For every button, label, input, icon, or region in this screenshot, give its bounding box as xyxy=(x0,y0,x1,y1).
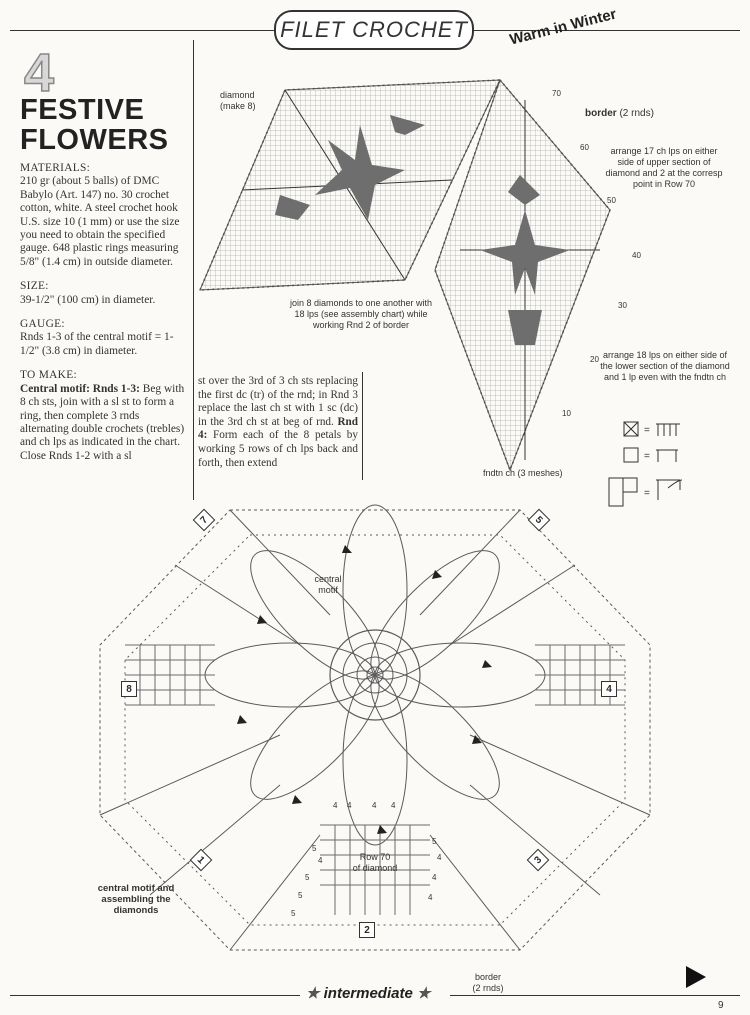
to-make-text: Beg with 8 ch sts, join with a sl st to form a ring, then complete 3 rnds alternating double crochets (trebles) and ch lps as indicated in the chart. Close Rnds 1-2 with a sl xyxy=(20,382,185,462)
cont-lead: Rnd 4: xyxy=(198,415,358,442)
stitch-count: 4 xyxy=(432,873,437,882)
gauge-heading: GAUGE: xyxy=(20,318,65,331)
assembly-caption-3: diamonds xyxy=(113,905,159,916)
row-30: 30 xyxy=(618,301,627,310)
stitch-count: 5 xyxy=(291,909,296,918)
border-label xyxy=(585,108,654,119)
note-upper: arrange 17 ch lps on either side of upper section of diamond and 2 at the corresp point in Row 70 xyxy=(605,146,723,189)
border-rnds-label-1: border xyxy=(474,972,501,982)
to-make-lead: Central motif: Rnds 1-3: xyxy=(20,382,140,395)
fndtn-label: fndtn ch (3 meshes) xyxy=(483,468,563,478)
pattern-title xyxy=(20,95,169,155)
diamond-label-2: (make 8) xyxy=(220,101,256,111)
size-heading: SIZE: xyxy=(20,280,49,293)
row-10: 10 xyxy=(562,409,571,418)
pattern-number: 4 xyxy=(24,43,55,103)
row70-label-2: of diamond xyxy=(352,863,398,873)
diamond-number-2: 2 xyxy=(359,922,375,938)
note-lower: arrange 18 lps on either side of the lower section of the diamond and 1 lp even with the fndtn ch xyxy=(600,350,730,382)
cont-text-a: st over the 3rd of 3 ch sts replacing the first dc (tr) of the rnd; in Rnd 3 replace the last ch st with 1 sc (dc) in the 3rd ch st at beg of rnd. xyxy=(198,375,358,428)
page-number: 9 xyxy=(718,1000,724,1011)
subtitle: Warm in Winter xyxy=(508,5,619,49)
border-label-bold: border xyxy=(585,108,617,119)
diamond-label xyxy=(220,90,256,112)
materials-heading: MATERIALS: xyxy=(20,162,91,174)
svg-text:=: = xyxy=(644,488,650,499)
diamond-number-7: 7 xyxy=(193,509,216,532)
note-join: join 8 diamonds to one another with 18 lps (see assembly chart) while working Rnd 2 of border xyxy=(289,298,433,330)
section-header: FILET CROCHET xyxy=(274,10,474,50)
stitch-count: 5 xyxy=(298,891,303,900)
to-make-heading: TO MAKE: xyxy=(20,369,77,382)
star-icon: ★ xyxy=(417,985,431,1002)
title-line-2: FLOWERS xyxy=(20,124,169,156)
instructions-column xyxy=(20,162,190,474)
title-line-1: FESTIVE xyxy=(20,94,145,126)
diamond-number-5: 5 xyxy=(528,509,551,532)
row-60: 60 xyxy=(580,143,589,152)
diamond-number-4: 4 xyxy=(601,681,617,697)
size-text: 39-1/2" (100 cm) in diameter. xyxy=(20,293,156,306)
row70-label xyxy=(348,852,402,874)
footer-rule-left xyxy=(10,995,300,996)
next-page-arrow-icon[interactable] xyxy=(686,966,706,988)
cont-text-b: Form each of the 8 petals by working 5 rows of ch lps back and forth, then extend xyxy=(198,429,358,469)
star-icon: ★ xyxy=(306,985,320,1002)
open-mesh-icon xyxy=(624,448,638,462)
row70-label-1: Row 70 xyxy=(359,852,391,862)
assembly-caption-2: assembling the xyxy=(101,894,171,905)
petals xyxy=(205,505,545,845)
stitch-count: 4 xyxy=(347,801,352,810)
stitch-count: 4 xyxy=(333,801,338,810)
stitch-count: 4 xyxy=(372,801,377,810)
difficulty-badge xyxy=(306,984,430,1002)
stitch-count: 5 xyxy=(432,837,437,846)
border-label-rest: (2 rnds) xyxy=(616,108,654,119)
border-rnds-label xyxy=(465,972,511,994)
assembly-caption-1: central motif and xyxy=(97,883,175,894)
stitch-count: 4 xyxy=(437,853,442,862)
diamond-number-1: 1 xyxy=(190,849,213,872)
central-motif-label-2: motif xyxy=(318,585,338,595)
row-20: 20 xyxy=(590,355,599,364)
footer-rule-right xyxy=(450,995,740,996)
border-rnds-label-2: (2 rnds) xyxy=(472,983,504,993)
row-70: 70 xyxy=(552,89,561,98)
svg-text:=: = xyxy=(644,425,650,436)
stitch-count: 5 xyxy=(305,873,310,882)
stitch-count: 4 xyxy=(391,801,396,810)
difficulty-label: intermediate xyxy=(323,985,413,1002)
assembly-caption xyxy=(88,883,184,916)
central-motif-label-1: central xyxy=(314,574,342,584)
row-50: 50 xyxy=(607,196,616,205)
stitch-count: 4 xyxy=(318,856,323,865)
materials-text: 210 gr (about 5 balls) of DMC Babylo (Art. 147) no. 30 crochet cotton, white. A steel crochet hook U.S. size 10 (1 mm) or use the size you need to obtain the specified gauge. 648 plastic rings measuring 5/8" (1.4 cm) in outside diameter. xyxy=(20,175,180,268)
central-motif-label xyxy=(306,574,350,596)
diamond-label-1: diamond xyxy=(220,90,255,100)
diamond-number-8: 8 xyxy=(121,681,137,697)
svg-text:=: = xyxy=(644,451,650,462)
row-40: 40 xyxy=(632,251,641,260)
gauge-text: Rnds 1-3 of the central motif = 1-1/2" (3.8 cm) in diameter. xyxy=(20,331,174,357)
diamond-number-3: 3 xyxy=(527,849,550,872)
stitch-count: 4 xyxy=(428,893,433,902)
stitch-count: 5 xyxy=(312,844,317,853)
